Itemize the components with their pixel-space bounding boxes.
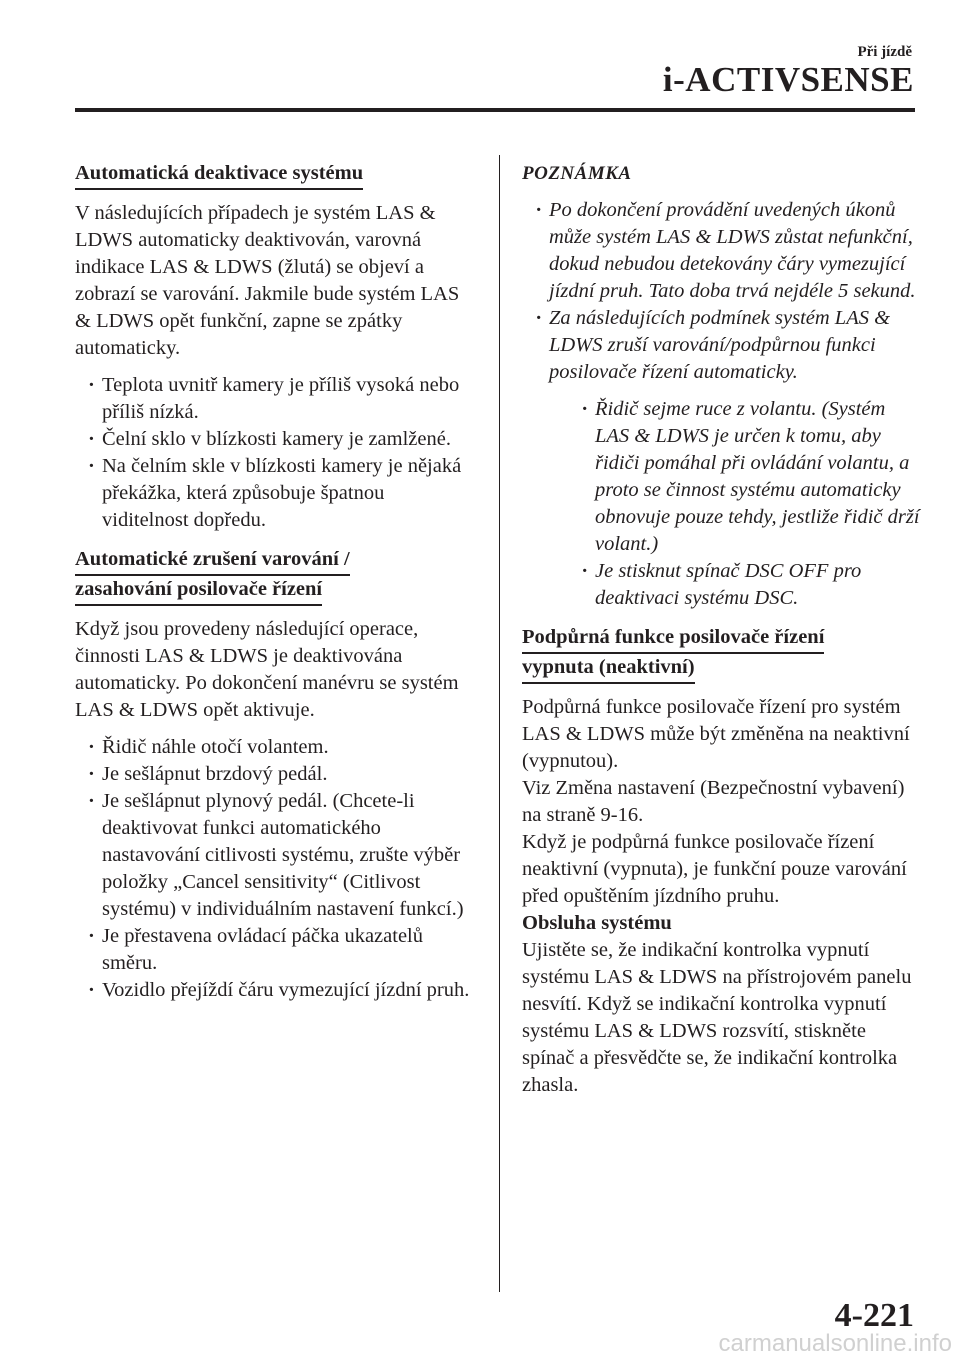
list-cancel-operations: [75, 734, 475, 1004]
heading-text: Automatická deaktivace systému: [75, 160, 363, 190]
note-item-text: Za následujících podmínek systém LAS & LDWS zruší varování/podpůrnou funkci posilovače řízení automaticky.: [549, 307, 891, 383]
list-item: · Teplota uvnitř kamery je příliš vysoká nebo příliš nízká.: [75, 372, 475, 426]
left-column: [75, 160, 475, 1012]
subheading-operation: Obsluha systému: [522, 912, 672, 934]
list-item: · Je sešlápnut plynový pedál. (Chcete-li deaktivovat funkci automatického nastavování citlivosti systému, zrušte výběr položky „Cancel sensitivity“ (Citlivost systému) v individuálním nastavení funkcí.): [75, 788, 475, 923]
note-title: POZNÁMKA: [522, 163, 632, 184]
list-item: · Je sešlápnut brzdový pedál.: [75, 761, 475, 788]
list-item: · Vozidlo přejíždí čáru vymezující jízdní pruh.: [75, 977, 475, 1004]
note-item: [522, 305, 922, 612]
note-item: · Po dokončení provádění uvedených úkonů může systém LAS & LDWS zůstat nefunkční, dokud nebudou detekovány čáry vymezující jízdní pruh. Tato doba trvá nejdéle 5 sekund.: [522, 197, 922, 305]
right-column: [522, 160, 922, 1099]
paragraph-auto-cancel: Když jsou provedeny následující operace, činnosti LAS & LDWS je deaktivována automaticky. Po dokončení manévru se systém LAS & LDWS opět aktivuje.: [75, 618, 459, 721]
watermark: carmanualsonline.info: [718, 1330, 952, 1357]
list-item: · Řidič náhle otočí volantem.: [75, 734, 475, 761]
note-sub-item: · Řidič sejme ruce z volantu. (Systém LAS & LDWS je určen k tomu, aby řidiči pomáhal při ovládání volantu, a proto se činnost systému automaticky obnovuje pouze tehdy, jestliže řidič drží volant.): [549, 396, 922, 558]
note-sub-list: [549, 396, 922, 612]
heading-steering-assist-off: [522, 624, 922, 684]
note-list: [522, 197, 922, 612]
header-title: i-ACTIVSENSE: [662, 60, 914, 99]
page-number: 4-221: [834, 1297, 914, 1334]
paragraph-operation: Ujistěte se, že indikační kontrolka vypnutí systému LAS & LDWS na přístrojovém panelu nesvítí. Když se indikační kontrolka vypnutí systému LAS & LDWS rozsvítí, stiskněte spínač a přesvědčte se, že indikační kontrolka zhasla.: [522, 939, 912, 1096]
paragraph-reference: Viz Změna nastavení (Bezpečnostní vybavení) na straně 9-16.: [522, 777, 905, 826]
heading-text-line-1: Podpůrná funkce posilovače řízení: [522, 624, 824, 654]
column-divider: [499, 155, 500, 1292]
list-item: · Je přestavena ovládací páčka ukazatelů směru.: [75, 923, 475, 977]
paragraph-auto-deactivation: V následujících případech je systém LAS & LDWS automaticky deaktivován, varovná indikace LAS & LDWS (žlutá) se objeví a zobrazí se varování. Jakmile bude systém LAS & LDWS opět funkční, zapne se zpátky automaticky.: [75, 202, 460, 359]
heading-text-line-1: Automatické zrušení varování /: [75, 546, 350, 576]
heading-text-line-2: zasahování posilovače řízení: [75, 576, 322, 606]
heading-auto-cancel: [75, 546, 475, 606]
list-item: · Čelní sklo v blízkosti kamery je zamlžené.: [75, 426, 475, 453]
paragraph-inactive-info: Když je podpůrná funkce posilovače řízení neaktivní (vypnuta), je funkční pouze varování před opuštěním jízdního pruhu.: [522, 831, 907, 907]
note-sub-item: · Je stisknut spínač DSC OFF pro deaktivaci systému DSC.: [549, 558, 922, 612]
header-rule: [75, 108, 915, 112]
paragraph-steering-assist: Podpůrná funkce posilovače řízení pro systém LAS & LDWS může být změněna na neaktivní (vypnutou).: [522, 696, 910, 772]
note-box: [522, 160, 922, 612]
heading-text-line-2: vypnuta (neaktivní): [522, 654, 695, 684]
heading-auto-deactivation: [75, 160, 475, 190]
header-section: Při jízdě: [857, 44, 912, 60]
list-deactivation-conditions: [75, 372, 475, 534]
list-item: · Na čelním skle v blízkosti kamery je nějaká překážka, která způsobuje špatnou viditelnost dopředu.: [75, 453, 475, 534]
